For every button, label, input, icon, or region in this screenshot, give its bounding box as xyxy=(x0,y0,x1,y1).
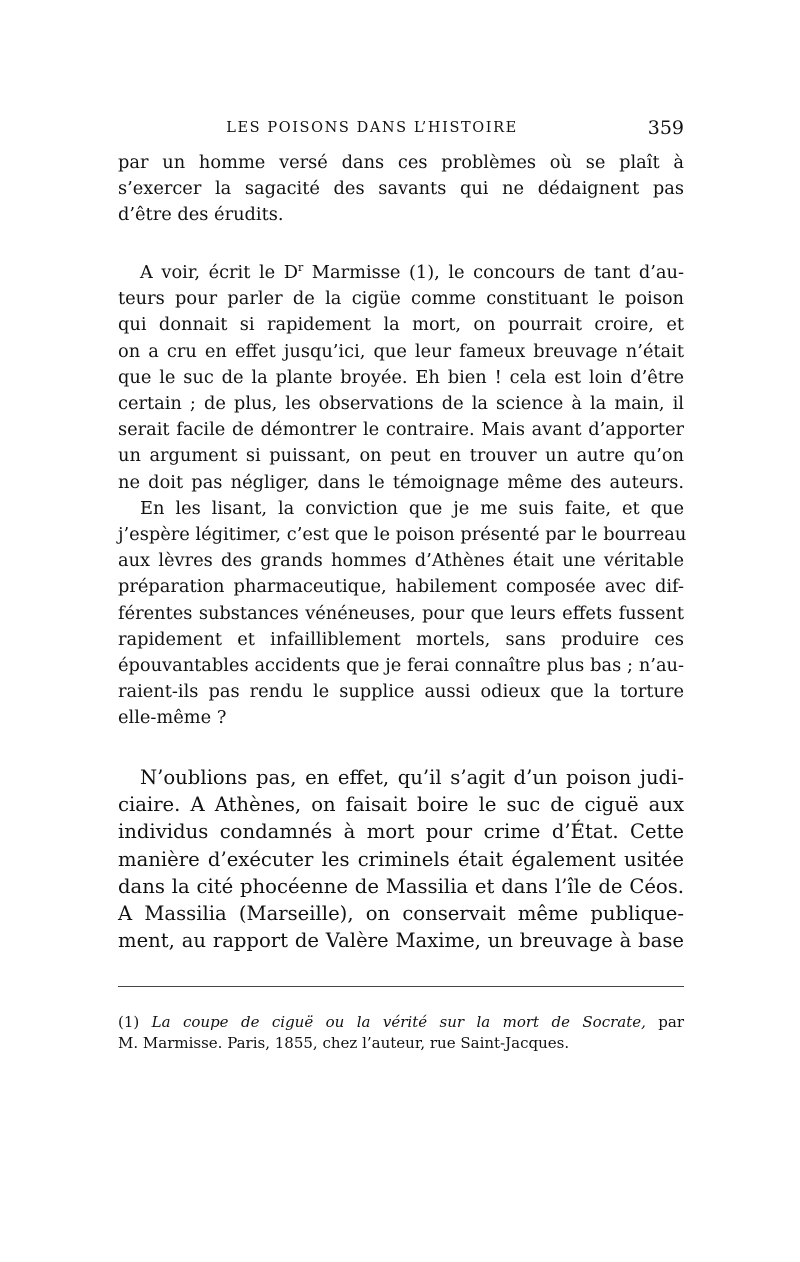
footnote-text: par xyxy=(645,1013,685,1031)
text-line: individus condamnés à mort pour crime d’État. Cette xyxy=(118,820,684,844)
text-line: épouvantables accidents que je ferai connaître plus bas ; n’au- xyxy=(118,655,684,677)
text-line: ment, au rapport de Valère Maxime, un breuvage à base xyxy=(118,929,684,953)
text-line: aux lèvres des grands hommes d’Athènes était une véritable xyxy=(118,550,684,572)
text-line: certain ; de plus, les observations de la science à la main, il xyxy=(118,393,684,415)
paragraph-3 xyxy=(118,764,684,954)
footnote-marker: (1) xyxy=(118,1013,152,1031)
paragraph-2 xyxy=(118,260,687,732)
text-line: préparation pharmaceutique, habilement composée avec dif- xyxy=(118,576,684,598)
text-segment: Marmisse (1), le concours de tant d’au- xyxy=(303,262,684,283)
running-title: LES POISONS DANS L’HISTOIRE xyxy=(226,120,518,136)
text-line: elle-même ? xyxy=(118,707,227,729)
text-line-first xyxy=(118,260,684,286)
text-line: que le suc de la plante broyée. Eh bien ! cela est loin d’être xyxy=(118,366,684,388)
text-line: ne doit pas négliger, dans le témoignage même des auteurs. xyxy=(118,471,684,493)
text-line: rapidement et infailliblement mortels, sans produire ces xyxy=(118,628,684,650)
text-segment: A voir, écrit le D xyxy=(140,262,298,283)
text-line: raient-ils pas rendu le supplice aussi odieux que la torture xyxy=(118,681,684,703)
page-number: 359 xyxy=(647,117,684,139)
text-line: férentes substances vénéneuses, pour que leurs effets fussent xyxy=(118,602,684,624)
footnote-line: M. Marmisse. Paris, 1855, chez l’auteur, rue Saint-Jacques. xyxy=(118,1034,570,1052)
text-line: un argument si puissant, on peut en trouver un autre qu’on xyxy=(118,445,684,467)
footnote-line xyxy=(118,1012,684,1033)
text-line: dans la cité phocéenne de Massilia et dans l’île de Céos. xyxy=(118,874,684,898)
footnote-divider xyxy=(118,986,684,987)
text-line: A Massilia (Marseille), on conservait même publique- xyxy=(118,902,684,926)
text-line: on a cru en effet jusqu’ici, que leur fameux breuvage n’était xyxy=(118,340,684,362)
text-line: ciaire. A Athènes, on faisait boire le suc de ciguë aux xyxy=(118,793,684,817)
text-line: teurs pour parler de la cigüe comme constituant le poison xyxy=(118,288,684,310)
text-line: serait facile de démontrer le contraire. Mais avant d’apporter xyxy=(118,419,684,441)
text-line: par un homme versé dans ces problèmes où se plaît à xyxy=(118,152,684,173)
text-line: s’exercer la sagacité des savants qui ne dédaignent pas xyxy=(118,178,684,200)
paragraph-1 xyxy=(118,150,684,229)
running-header xyxy=(118,116,684,140)
superscript: r xyxy=(297,261,304,275)
text-line: manière d’exécuter les criminels était également usitée xyxy=(118,847,684,871)
text-line: En les lisant, la conviction que je me suis faite, et que xyxy=(140,497,684,519)
footnote xyxy=(118,1012,684,1054)
text-line: qui donnait si rapidement la mort, on pourrait croire, et xyxy=(118,314,684,336)
text-line: j’espère légitimer, c’est que le poison présenté par le bourreau xyxy=(118,524,687,546)
text-line: d’être des érudits. xyxy=(118,204,284,226)
footnote-title: La coupe de ciguë ou la vérité sur la mort de Socrate, xyxy=(151,1013,646,1031)
text-line: N’oublions pas, en effet, qu’il s’agit d’un poison judi- xyxy=(140,766,684,789)
